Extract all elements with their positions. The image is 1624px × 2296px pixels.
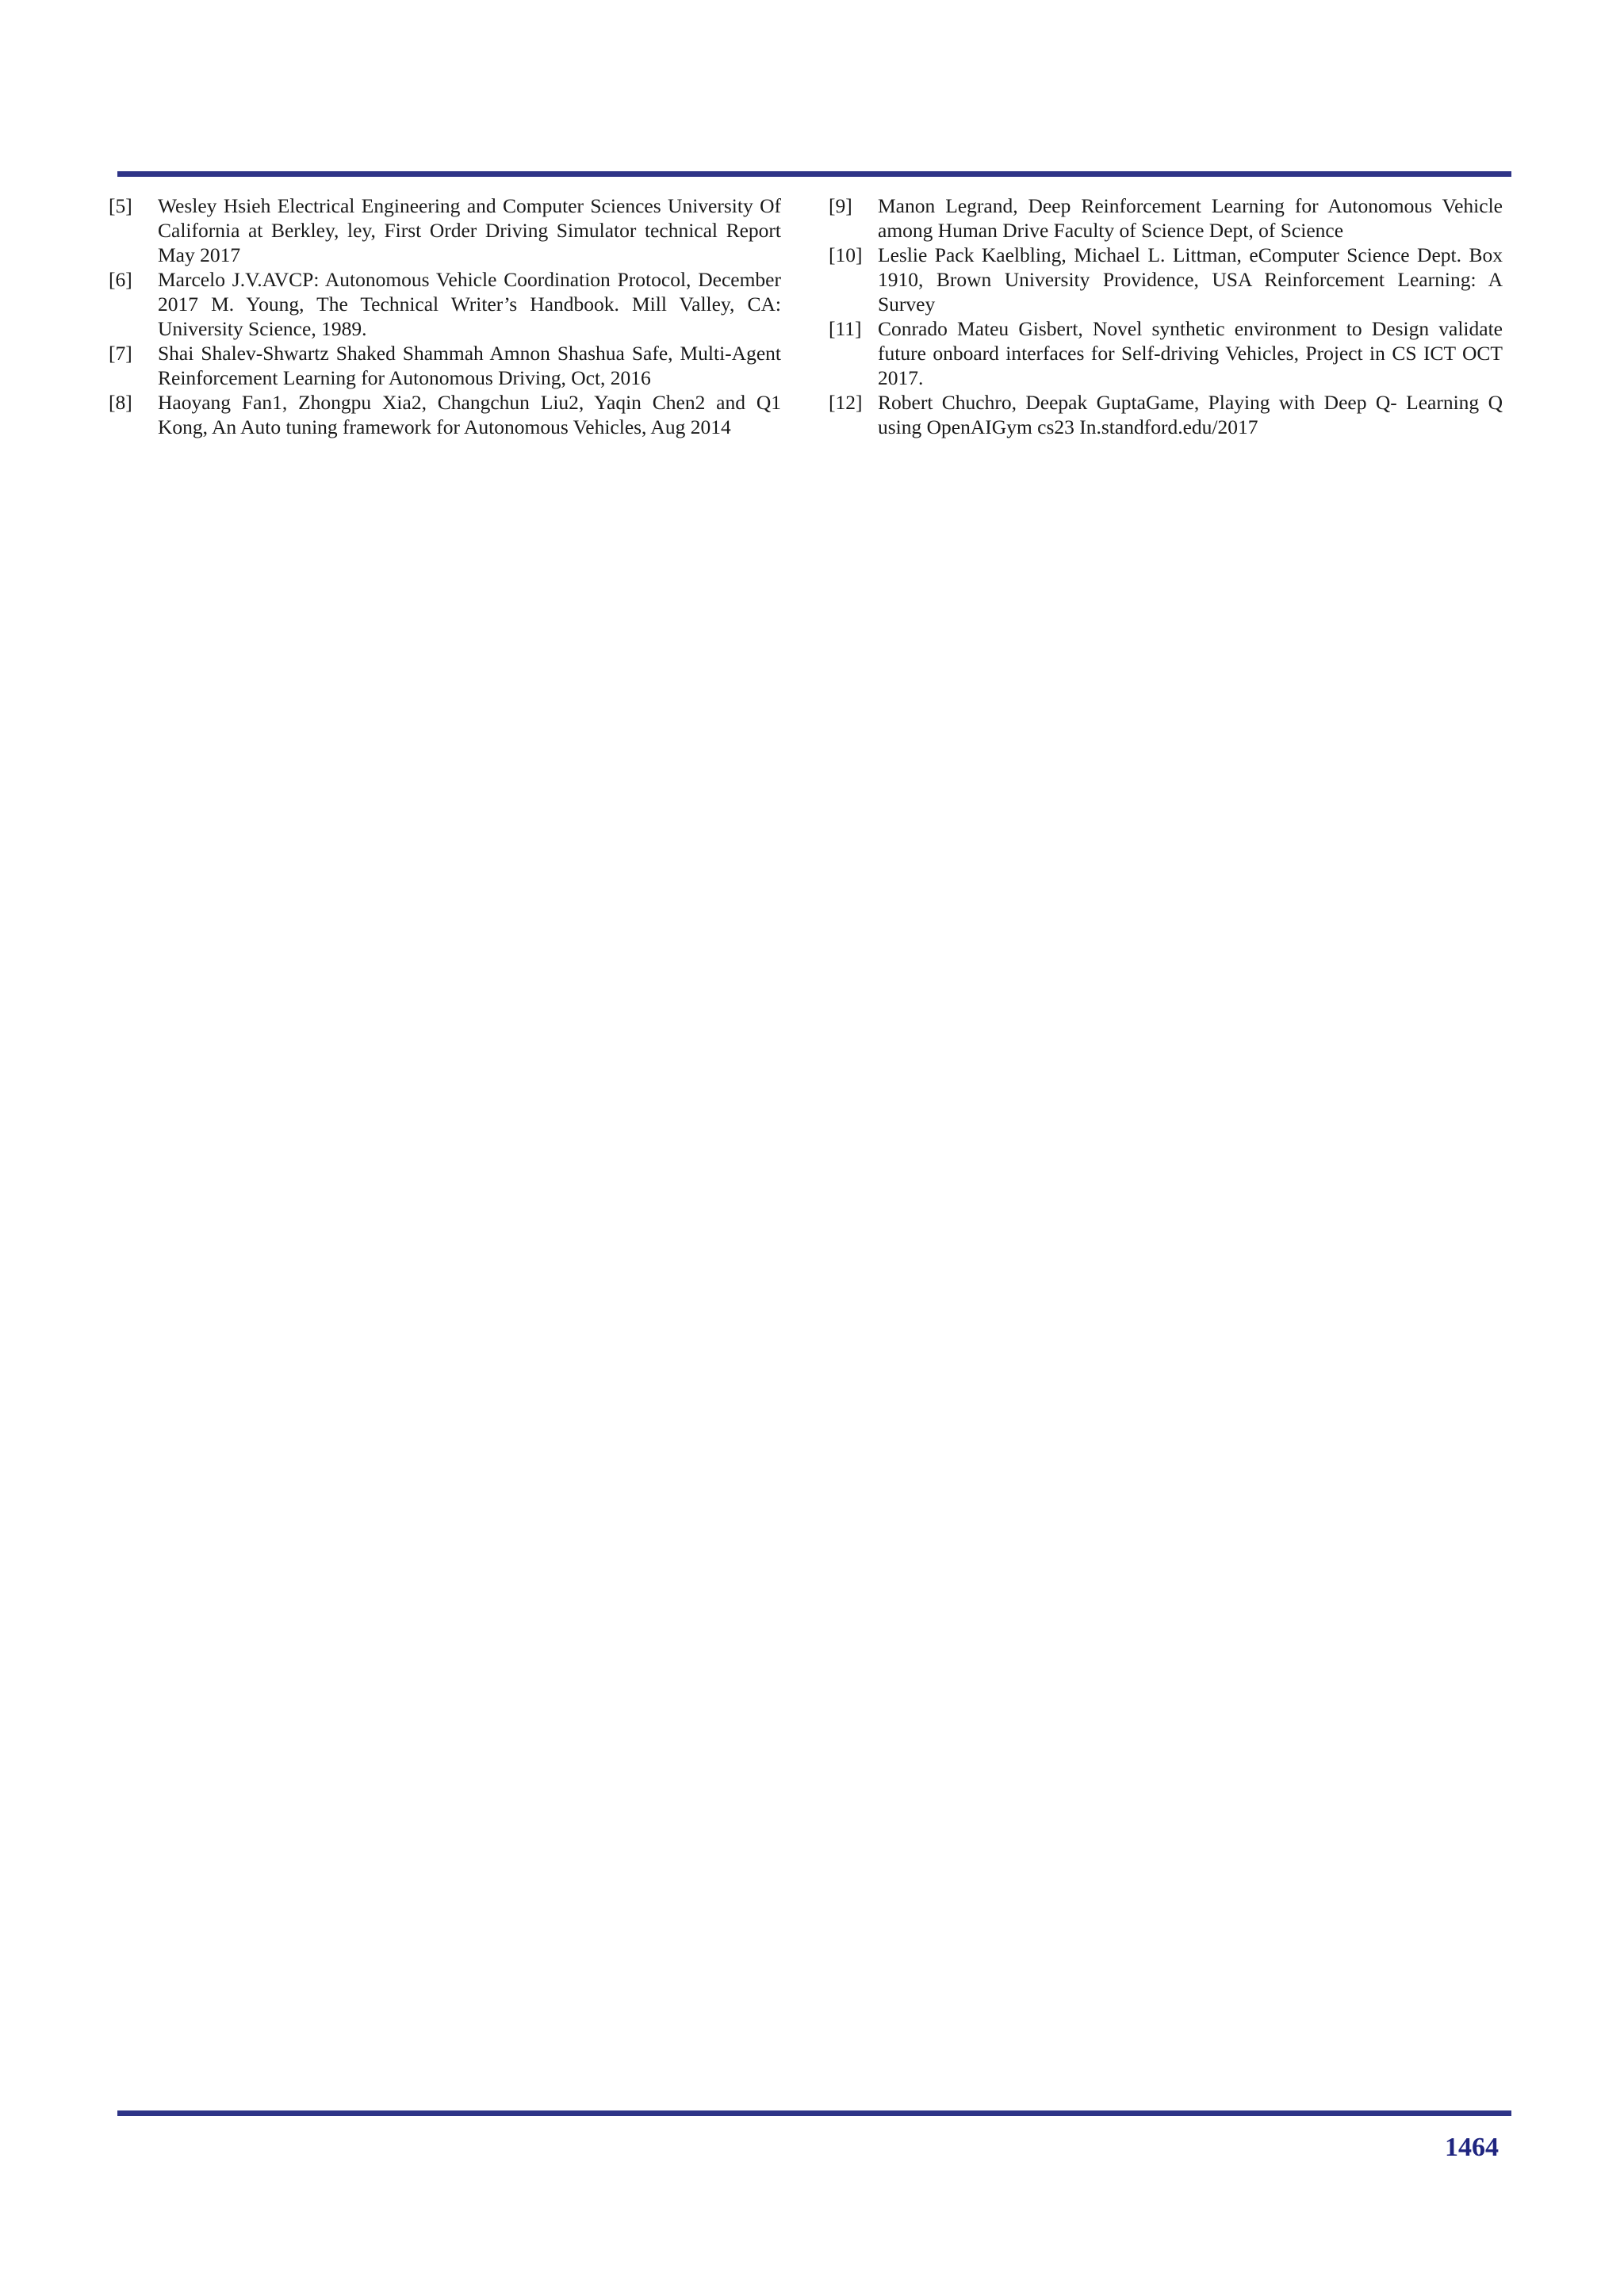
reference-number: [12] — [829, 391, 863, 414]
reference-number: [7] — [109, 342, 132, 365]
reference-text: Marcelo J.V.AVCP: Autonomous Vehicle Coordination Protocol, December 2017 M. Young, The Technical Writer’s Handbook. Mill Valley, CA: University Science, 1989. — [158, 268, 781, 340]
reference-number: [10] — [829, 243, 863, 266]
references-left-column — [109, 193, 781, 439]
reference-item — [829, 243, 1503, 316]
reference-item — [109, 390, 781, 439]
reference-text: Conrado Mateu Gisbert, Novel synthetic environment to Design validate future onboard interfaces for Self-driving Vehicles, Project in CS ICT OCT 2017. — [878, 317, 1503, 389]
reference-number: [9] — [829, 194, 852, 217]
reference-text: Haoyang Fan1, Zhongpu Xia2, Changchun Liu2, Yaqin Chen2 and Q1 Kong, An Auto tuning framework for Autonomous Vehicles, Aug 2014 — [158, 391, 781, 438]
reference-text: Robert Chuchro, Deepak GuptaGame, Playing with Deep Q- Learning Q using OpenAIGym cs23 In.standford.edu/2017 — [878, 391, 1503, 438]
page-number: 1464 — [1445, 2133, 1499, 2162]
reference-text: Wesley Hsieh Electrical Engineering and Computer Sciences University Of California at Berkley, ley, First Order Driving Simulator technical Report May 2017 — [158, 194, 781, 266]
reference-number: [5] — [109, 194, 132, 217]
header-rule — [117, 171, 1511, 177]
reference-item — [109, 341, 781, 390]
reference-item — [829, 316, 1503, 390]
reference-text: Shai Shalev-Shwartz Shaked Shammah Amnon Shashua Safe, Multi-Agent Reinforcement Learning for Autonomous Driving, Oct, 2016 — [158, 342, 781, 389]
reference-text: Leslie Pack Kaelbling, Michael L. Littman, eComputer Science Dept. Box 1910, Brown University Providence, USA Reinforcement Learning: A Survey — [878, 243, 1503, 316]
reference-item — [109, 267, 781, 341]
reference-number: [8] — [109, 391, 132, 414]
references-right-column — [829, 193, 1503, 439]
reference-item — [829, 193, 1503, 243]
footer-rule — [117, 2110, 1511, 2116]
reference-number: [11] — [829, 317, 862, 340]
reference-item — [829, 390, 1503, 439]
reference-item — [109, 193, 781, 267]
reference-text: Manon Legrand, Deep Reinforcement Learning for Autonomous Vehicle among Human Drive Faculty of Science Dept, of Science — [878, 194, 1503, 242]
reference-number: [6] — [109, 268, 132, 291]
